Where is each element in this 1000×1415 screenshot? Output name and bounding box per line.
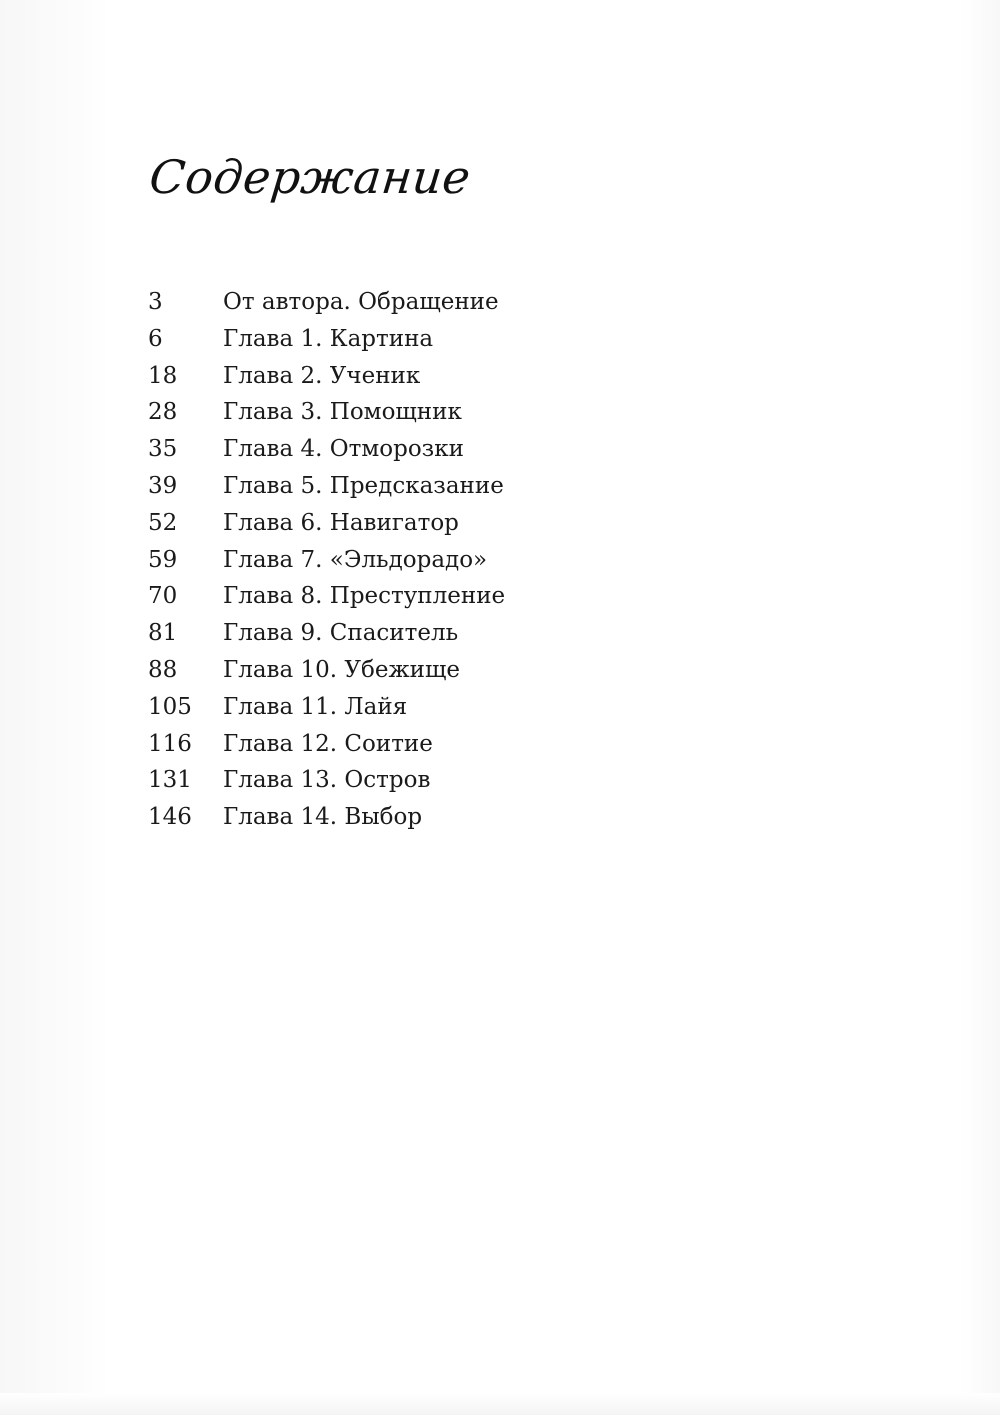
toc-chapter-title: Глава 2. Ученик <box>223 362 421 389</box>
toc-chapter-title: Глава 9. Спаситель <box>223 620 459 647</box>
toc-page-number: 105 <box>148 693 192 720</box>
toc-chapter-title: Глава 7. «Эльдорадо» <box>223 546 488 573</box>
toc-chapter-title: Глава 5. Предсказание <box>223 472 504 499</box>
toc-page-number: 35 <box>148 436 178 463</box>
toc-entry <box>148 726 505 763</box>
toc-entry <box>148 431 505 468</box>
toc-entry <box>148 615 505 652</box>
toc-page-number: 39 <box>148 472 178 499</box>
toc-entry <box>148 468 505 505</box>
toc-chapter-title: Глава 3. Помощник <box>223 399 462 426</box>
toc-chapter-title: Глава 13. Остров <box>223 767 431 794</box>
toc-chapter-title: Глава 6. Навигатор <box>223 509 459 536</box>
scan-edge-right <box>960 0 1000 1415</box>
toc-page-number: 52 <box>148 509 178 536</box>
toc-page-number: 6 <box>148 325 163 352</box>
toc-entry <box>148 321 505 358</box>
toc-entry <box>148 762 505 799</box>
toc-chapter-title: От автора. Обращение <box>223 289 499 315</box>
scan-edge-bottom <box>0 1393 1000 1415</box>
toc-chapter-title: Глава 10. Убежище <box>223 656 460 683</box>
table-of-contents <box>148 284 505 836</box>
toc-page-number: 88 <box>148 656 178 683</box>
toc-entry <box>148 578 505 615</box>
toc-entry <box>148 652 505 689</box>
toc-page-number: 70 <box>148 583 178 610</box>
page-title: Содержание <box>147 150 474 204</box>
toc-entry <box>148 542 505 579</box>
toc-page-number: 18 <box>148 362 178 389</box>
toc-page-number: 116 <box>148 730 192 757</box>
toc-chapter-title: Глава 1. Картина <box>223 325 434 352</box>
toc-entry <box>148 505 505 542</box>
toc-chapter-title: Глава 11. Лайя <box>223 693 408 720</box>
toc-page-number: 131 <box>148 767 192 794</box>
toc-chapter-title: Глава 12. Соитие <box>223 730 433 757</box>
toc-page-number: 28 <box>148 399 178 426</box>
toc-entry <box>148 394 505 431</box>
toc-page-number: 146 <box>148 804 192 831</box>
toc-entry <box>148 284 505 321</box>
toc-page-number: 81 <box>148 620 178 647</box>
toc-chapter-title: Глава 4. Отморозки <box>223 436 464 463</box>
toc-page-number: 59 <box>148 546 178 573</box>
toc-chapter-title: Глава 8. Преступление <box>223 583 506 610</box>
toc-page-number: 3 <box>148 289 163 315</box>
toc-entry <box>148 358 505 395</box>
toc-chapter-title: Глава 14. Выбор <box>223 804 423 831</box>
toc-entry <box>148 689 505 726</box>
toc-entry <box>148 799 505 836</box>
scan-edge-left <box>0 0 110 1415</box>
